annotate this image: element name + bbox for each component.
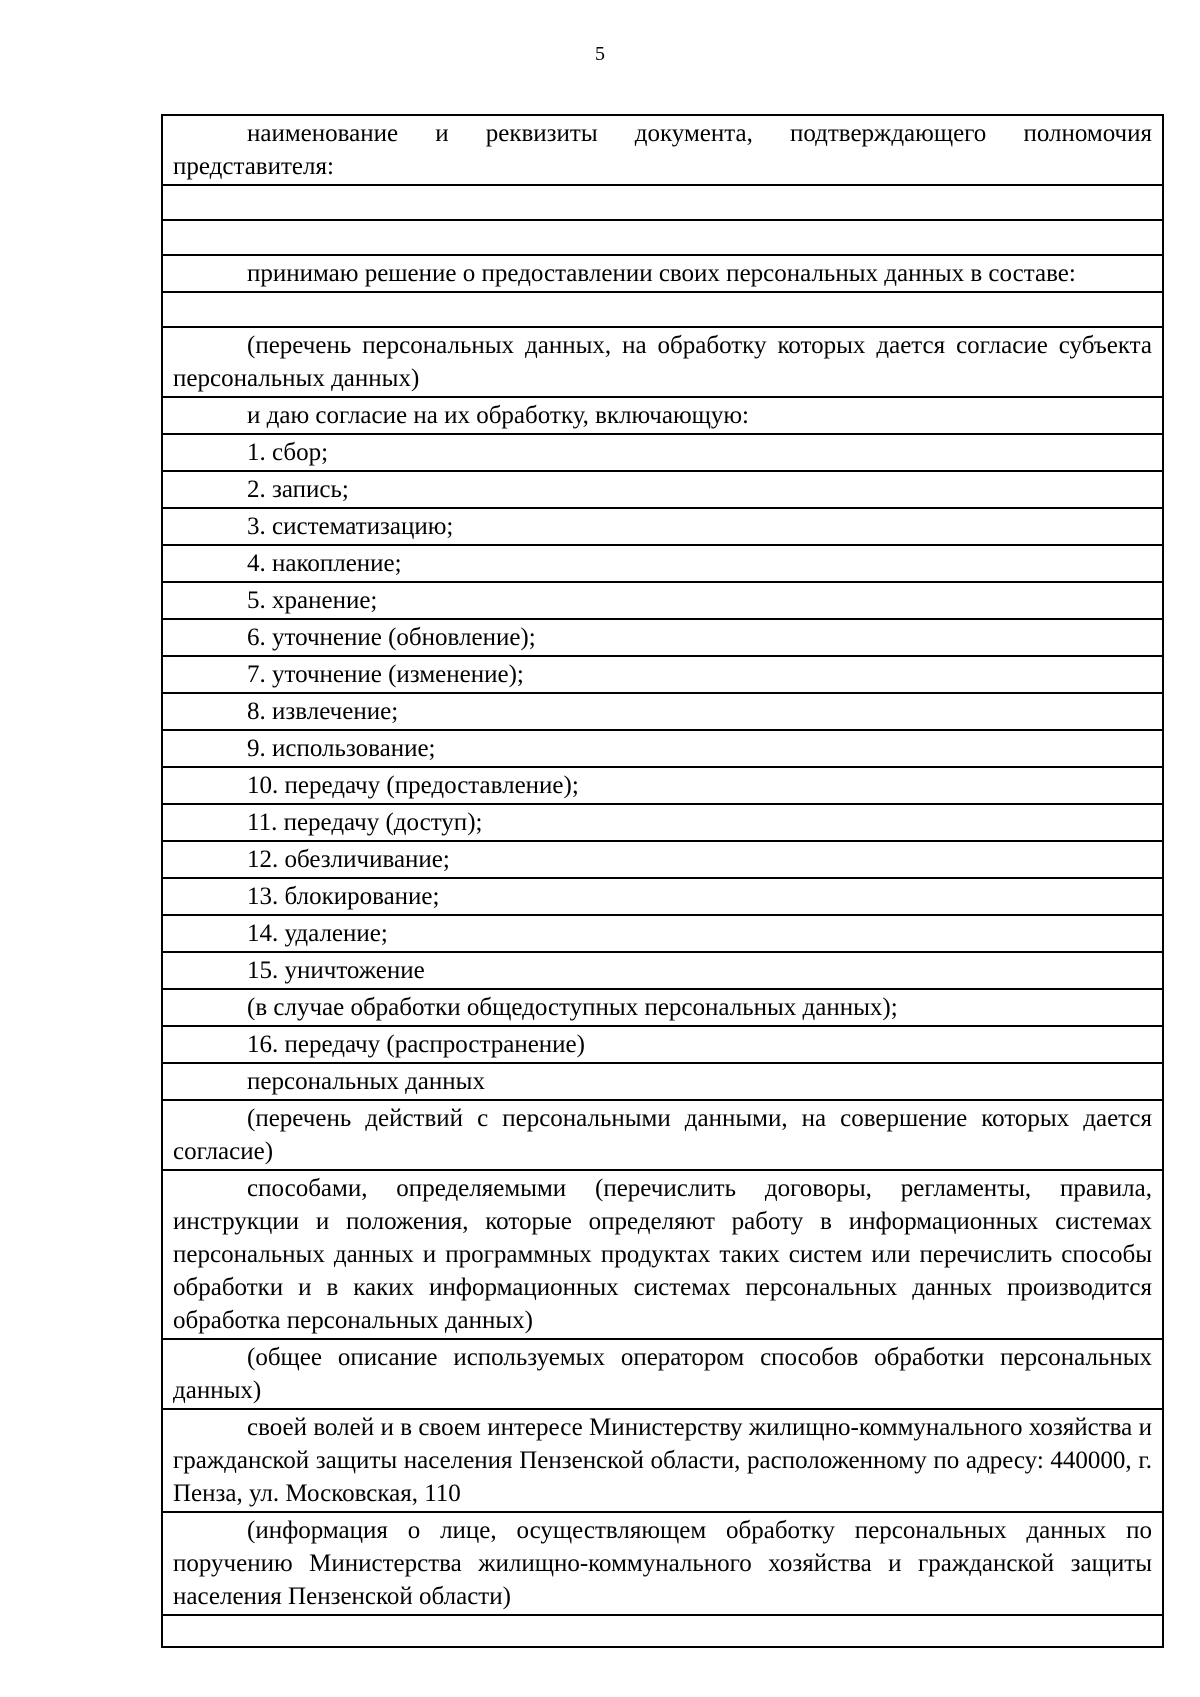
operator-info-text: своей волей и в своем интересе Министерству жилищно-коммунального хозяйства и гражданской защиты населения Пензенской области, расположенному по адресу: 440000, г. Пенза, ул. Московская, 110 bbox=[162, 1409, 1163, 1512]
table-row bbox=[162, 185, 1163, 220]
list-item: 11. передачу (доступ); bbox=[162, 804, 1163, 841]
table-row bbox=[162, 327, 1163, 397]
table-row bbox=[162, 1063, 1163, 1100]
blank-field[interactable] bbox=[162, 292, 1163, 327]
table-row bbox=[162, 115, 1163, 185]
table-row bbox=[162, 255, 1163, 292]
table-row bbox=[162, 292, 1163, 327]
table-row bbox=[162, 915, 1163, 952]
table-row bbox=[162, 397, 1163, 434]
table-row bbox=[162, 619, 1163, 656]
representative-document-label: наименование и реквизиты документа, подтверждающего полномочия представителя: bbox=[162, 115, 1163, 185]
table-row bbox=[162, 841, 1163, 878]
table-row bbox=[162, 220, 1163, 255]
list-item: 16. передачу (распространение) bbox=[162, 1026, 1163, 1063]
table-row bbox=[162, 767, 1163, 804]
blank-field[interactable] bbox=[162, 185, 1163, 220]
personal-data-list-caption: (перечень персональных данных, на обработку которых дается согласие субъекта персональных данных) bbox=[162, 327, 1163, 397]
decision-statement: принимаю решение о предоставлении своих персональных данных в составе: bbox=[162, 255, 1163, 292]
table-row bbox=[162, 1409, 1163, 1512]
page-number: 5 bbox=[595, 43, 605, 65]
table-row bbox=[162, 656, 1163, 693]
list-item: 8. извлечение; bbox=[162, 693, 1163, 730]
table-row bbox=[162, 1100, 1163, 1170]
table-row bbox=[162, 545, 1163, 582]
table-row bbox=[162, 989, 1163, 1026]
table-row bbox=[162, 508, 1163, 545]
table-row bbox=[162, 1615, 1163, 1647]
list-item: 13. блокирование; bbox=[162, 878, 1163, 915]
table-row bbox=[162, 952, 1163, 989]
list-item-note: (в случае обработки общедоступных персональных данных); bbox=[162, 989, 1163, 1026]
table-row bbox=[162, 471, 1163, 508]
personal-data-label: персональных данных bbox=[162, 1063, 1163, 1100]
list-item: 2. запись; bbox=[162, 471, 1163, 508]
list-item: 14. удаление; bbox=[162, 915, 1163, 952]
list-item: 5. хранение; bbox=[162, 582, 1163, 619]
table-row bbox=[162, 693, 1163, 730]
table-row bbox=[162, 434, 1163, 471]
table-row bbox=[162, 804, 1163, 841]
table-row bbox=[162, 1170, 1163, 1339]
processing-methods-text: способами, определяемыми (перечислить договоры, регламенты, правила, инструкции и положения, которые определяют работу в информационных системах персональных данных и программных продуктах таких систем или перечислить способы обработки и в каких информационных системах персональных данных производится обработка персональных данных) bbox=[162, 1170, 1163, 1339]
list-item: 6. уточнение (обновление); bbox=[162, 619, 1163, 656]
blank-field[interactable] bbox=[162, 220, 1163, 255]
consent-processing-intro: и даю согласие на их обработку, включающую: bbox=[162, 397, 1163, 434]
processor-info-caption: (информация о лице, осуществляющем обработку персональных данных по поручению Министерства жилищно-коммунального хозяйства и гражданской защиты населения Пензенской области) bbox=[162, 1512, 1163, 1615]
list-item: 1. сбор; bbox=[162, 434, 1163, 471]
list-item: 4. накопление; bbox=[162, 545, 1163, 582]
list-item: 10. передачу (предоставление); bbox=[162, 767, 1163, 804]
actions-list-caption: (перечень действий с персональными данными, на совершение которых дается согласие) bbox=[162, 1100, 1163, 1170]
table-row bbox=[162, 582, 1163, 619]
table-row bbox=[162, 1339, 1163, 1409]
table-row bbox=[162, 878, 1163, 915]
table-row bbox=[162, 1512, 1163, 1615]
table-row bbox=[162, 1026, 1163, 1063]
table-row bbox=[162, 730, 1163, 767]
list-item: 3. систематизацию; bbox=[162, 508, 1163, 545]
processing-methods-caption: (общее описание используемых оператором способов обработки персональных данных) bbox=[162, 1339, 1163, 1409]
list-item: 7. уточнение (изменение); bbox=[162, 656, 1163, 693]
list-item: 9. использование; bbox=[162, 730, 1163, 767]
consent-form-table bbox=[161, 114, 1164, 1648]
blank-field[interactable] bbox=[162, 1615, 1163, 1647]
list-item: 15. уничтожение bbox=[162, 952, 1163, 989]
list-item: 12. обезличивание; bbox=[162, 841, 1163, 878]
